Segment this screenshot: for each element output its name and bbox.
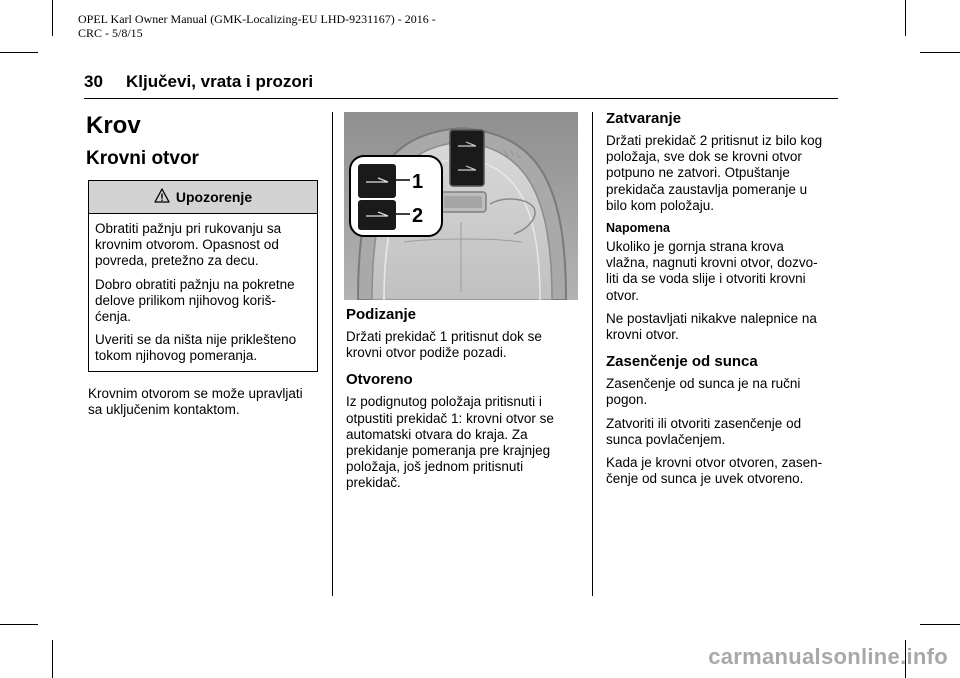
right-column-text (606, 110, 842, 494)
warning-header (89, 181, 317, 214)
header-line-1: OPEL Karl Owner Manual (GMK-Localizing-EU LHD-9231167) - 2016 - (78, 12, 436, 26)
section-heading-open: Otvoreno (346, 371, 413, 389)
body-text: Krovnim otvorom se može upravljati sa uključenim kontaktom. (88, 386, 303, 418)
warning-paragraph: Obratiti pažnju pri rukovanju sa krovnim otvorom. Opasnost od povreda, pretežno za decu. (95, 221, 282, 269)
note-label: Napomena (606, 221, 670, 236)
note-paragraph: Ukoliko je gornja strana krova vlažna, nagnuti krovni otvor, dozvo- liti da se voda slije i otvoriti krovni otvor. (606, 239, 818, 303)
page-number: 30 (84, 72, 103, 91)
section-text-closing: Držati prekidač 2 pritisnut iz bilo kog položaja, sve dok se krovni otvor potpuno ne zatvori. Otpuštanje prekidača zaustavlja pomeranje u bilo kom položaju. (606, 133, 823, 213)
warning-body (89, 214, 317, 365)
callout-label-1: 1 (412, 171, 424, 193)
section-title: Ključevi, vrata i prozori (126, 72, 314, 91)
middle-column-text (346, 306, 584, 499)
warning-icon (154, 188, 170, 207)
crop-mark (52, 640, 53, 678)
sunshade-paragraph: Zasenčenje od sunca je na ručni pogon. (606, 376, 801, 408)
header-line-2: CRC - 5/8/15 (78, 26, 143, 40)
document-header (78, 12, 436, 40)
sunroof-switch-illustration (344, 112, 578, 300)
watermark: carmanualsonline.info (708, 644, 948, 669)
sunshade-paragraph: Kada je krovni otvor otvoren, zasen- čenje od sunca je uvek otvoreno. (606, 455, 823, 487)
chapter-title: Krov (86, 112, 141, 139)
warning-paragraph: Dobro obratiti pažnju na pokretne delove prilikom njihovog koriš- ćenja. (95, 276, 295, 325)
crop-mark (0, 624, 38, 625)
header-rule (84, 98, 838, 99)
sunshade-paragraph: Zatvoriti ili otvoriti zasenčenje od sunca povlačenjem. (606, 415, 802, 447)
crop-mark (0, 52, 38, 53)
section-heading-sunshade: Zasenčenje od sunca (606, 353, 758, 371)
crop-mark (920, 52, 960, 53)
crop-mark (920, 624, 960, 625)
section-text-raising: Držati prekidač 1 pritisnut dok se krovni otvor podiže pozadi. (346, 329, 542, 361)
section-text-open: Iz podignutog položaja pritisnuti i otpustiti prekidač 1: krovni otvor se automatski otvara do kraja. Za prekidanje pomeranja pre krajnjeg položaja, još jednom pritisnuti prekidač. (346, 394, 554, 491)
crop-mark (52, 0, 53, 36)
page-heading (84, 72, 313, 92)
callout-label-2: 2 (412, 205, 424, 227)
warning-heading: Upozorenje (175, 189, 253, 205)
section-heading-closing: Zatvaranje (606, 110, 682, 127)
sunroof-switch-figure (344, 112, 578, 300)
note-paragraph: Ne postavljati nikakve nalepnice na krovni otvor. (606, 310, 817, 343)
column-divider (332, 112, 333, 596)
crop-mark (905, 0, 906, 36)
section-heading-raising: Podizanje (346, 306, 417, 323)
column-divider (592, 112, 593, 596)
subsection-title: Krovni otvor (86, 148, 199, 169)
warning-box (88, 180, 318, 372)
warning-paragraph: Uveriti se da ništa nije priklešteno tokom njihovog pomeranja. (95, 332, 297, 364)
